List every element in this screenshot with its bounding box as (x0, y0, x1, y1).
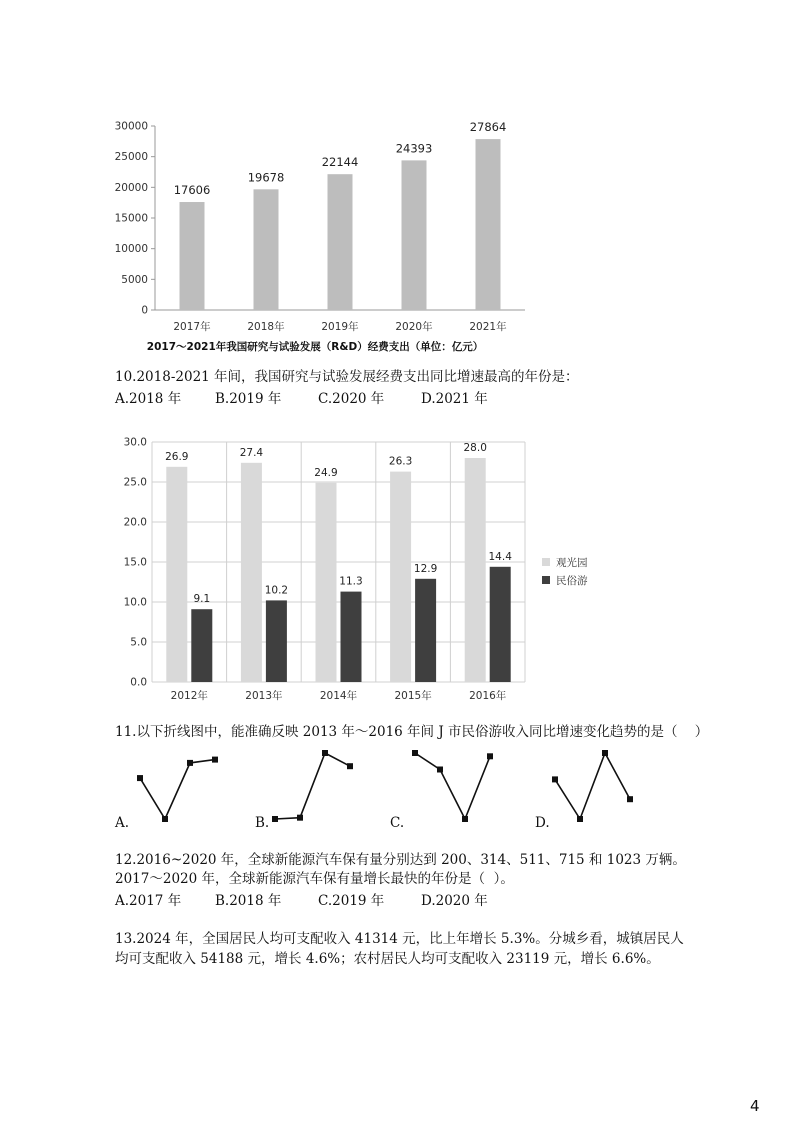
mini-marker (272, 816, 278, 822)
mini-line-chart-b (272, 750, 353, 822)
chart1-y-tick-label: 5000 (121, 273, 148, 286)
mini-marker (187, 760, 193, 766)
chart2-data-label: 12.9 (413, 562, 438, 575)
chart2-y-tick-label: 25.0 (123, 476, 147, 489)
legend-swatch-guanguangyuan (542, 558, 550, 566)
q11-option-a[interactable]: A. (115, 815, 130, 831)
chart2-y-tick-label: 0.0 (130, 676, 147, 689)
chart1-bar (402, 160, 427, 310)
q11-option-d[interactable]: D. (535, 815, 550, 831)
chart2-bar-guanguangyuan (390, 472, 411, 682)
q10-option-b[interactable]: B.2019 年 (215, 391, 282, 407)
q10-option-d[interactable]: D.2021 年 (421, 391, 488, 407)
chart1-data-label: 24393 (395, 141, 433, 156)
chart1-title: 2017～2021年我国研究与试验发展（R&D）经费支出（单位：亿元） (146, 341, 484, 353)
chart1-x-tick-label: 2018年 (247, 321, 285, 333)
chart2-data-label: 14.4 (488, 550, 512, 563)
chart2-bar-minsuyou (341, 592, 362, 682)
question-13-line1: 13.2024 年，全国居民人均可支配收入 41314 元，比上年增长 5.3%。分城乡看，城镇居民人 (115, 931, 684, 947)
mini-marker (137, 775, 143, 781)
mini-marker (627, 796, 633, 802)
mini-marker (487, 753, 493, 759)
mini-marker (297, 815, 303, 821)
chart2-bar-guanguangyuan (241, 463, 262, 682)
chart1-y-tick-label: 20000 (114, 181, 148, 194)
chart2-y-tick-label: 30.0 (123, 436, 147, 449)
chart2-x-tick-label: 2015年 (394, 690, 432, 702)
tourism-income-bar-chart (110, 432, 610, 712)
chart1-y-tick-label: 25000 (114, 151, 148, 164)
legend-label-minsuyou: 民俗游 (556, 575, 588, 587)
q11-option-b[interactable]: B. (255, 815, 270, 831)
mini-marker (462, 816, 468, 822)
chart2-data-label: 24.9 (314, 466, 338, 479)
chart2-data-label: 9.1 (193, 593, 211, 606)
chart2-data-label: 26.3 (388, 455, 413, 468)
chart2-bar-minsuyou (490, 567, 511, 682)
chart1-data-label: 19678 (247, 170, 285, 185)
mini-marker (212, 757, 218, 763)
q12-option-d[interactable]: D.2020 年 (421, 893, 488, 909)
chart1-bar (254, 189, 279, 310)
chart2-bar-minsuyou (415, 579, 436, 682)
page-number: 4 (750, 1097, 760, 1115)
mini-marker (552, 776, 558, 782)
mini-marker (412, 750, 418, 756)
chart1-y-tick-label: 10000 (114, 243, 148, 256)
chart2-data-label: 10.2 (264, 584, 289, 597)
mini-marker (162, 816, 168, 822)
chart1-data-label: 22144 (321, 155, 359, 170)
chart2-y-tick-label: 5.0 (130, 636, 147, 649)
q12-option-a[interactable]: A.2017 年 (115, 893, 182, 909)
mini-marker (577, 816, 583, 822)
chart2-bar-minsuyou (266, 600, 287, 682)
chart2-y-tick-label: 20.0 (123, 516, 147, 529)
chart1-y-tick-label: 30000 (114, 120, 148, 133)
chart1-data-label: 17606 (173, 183, 211, 198)
mini-line-chart-c (412, 750, 493, 822)
chart2-y-tick-label: 15.0 (123, 556, 147, 569)
mini-line-chart-d (552, 750, 633, 822)
q12-option-c[interactable]: C.2019 年 (318, 893, 385, 909)
chart1-bar (476, 139, 501, 310)
chart2-data-label: 28.0 (463, 442, 487, 454)
mini-line-chart-a (137, 757, 218, 822)
chart2-x-tick-label: 2012年 (170, 690, 208, 702)
mini-marker (322, 750, 328, 756)
mini-line (555, 753, 630, 819)
chart2-bar-guanguangyuan (465, 458, 486, 682)
chart2-y-tick-label: 10.0 (123, 596, 147, 609)
legend-swatch-minsuyou (542, 576, 550, 584)
q10-option-a[interactable]: A.2018 年 (115, 391, 182, 407)
mini-line (415, 753, 490, 819)
question-10-text: 10.2018-2021 年间，我国研究与试验发展经费支出同比增速最高的年份是： (115, 369, 579, 385)
question-13-line2: 均可支配收入 54188 元，增长 4.6%；农村居民人均可支配收入 23119 元，增长 6.6%。 (115, 951, 660, 967)
legend-label-guanguangyuan: 观光园 (556, 557, 588, 569)
chart2-x-tick-label: 2016年 (469, 690, 507, 702)
rd-expenditure-bar-chart (100, 110, 540, 360)
chart2-bar-guanguangyuan (316, 483, 337, 682)
chart2-data-label: 26.9 (165, 450, 189, 463)
chart1-x-tick-label: 2021年 (469, 321, 507, 333)
chart1-data-label: 27864 (469, 120, 507, 135)
chart1-y-tick-label: 0 (141, 304, 148, 317)
mini-marker (437, 767, 443, 773)
q12-option-b[interactable]: B.2018 年 (215, 893, 282, 909)
q11-option-c[interactable]: C. (390, 815, 405, 831)
chart2-bar-guanguangyuan (166, 467, 187, 682)
mini-marker (347, 763, 353, 769)
mini-line (275, 753, 350, 819)
mini-marker (602, 750, 608, 756)
chart2-x-tick-label: 2014年 (319, 690, 358, 702)
q10-option-c[interactable]: C.2020 年 (318, 391, 385, 407)
chart2-data-label: 11.3 (339, 575, 363, 588)
chart1-y-tick-label: 15000 (114, 212, 148, 225)
chart2-x-tick-label: 2013年 (245, 690, 283, 702)
chart1-x-tick-label: 2020年 (395, 321, 433, 333)
chart2-bar-minsuyou (191, 609, 212, 682)
q11-mini-line-charts (110, 745, 650, 835)
chart1-x-tick-label: 2017年 (173, 321, 211, 333)
question-12-line2: 2017～2020 年，全球新能源汽车保有量增长最快的年份是（ ）。 (115, 871, 514, 887)
question-11-text: 11.以下折线图中，能准确反映 2013 年～2016 年间 J 市民俗游收入同比增速变化趋势的是（ ） (115, 724, 709, 740)
mini-line (140, 760, 215, 819)
chart1-bar (328, 174, 353, 310)
question-12-line1: 12.2016~2020 年，全球新能源汽车保有量分别达到 200、314、511、715 和 1023 万辆。 (115, 852, 686, 868)
chart1-bar (180, 202, 205, 310)
chart1-x-tick-label: 2019年 (321, 321, 359, 333)
chart2-data-label: 27.4 (239, 446, 264, 459)
